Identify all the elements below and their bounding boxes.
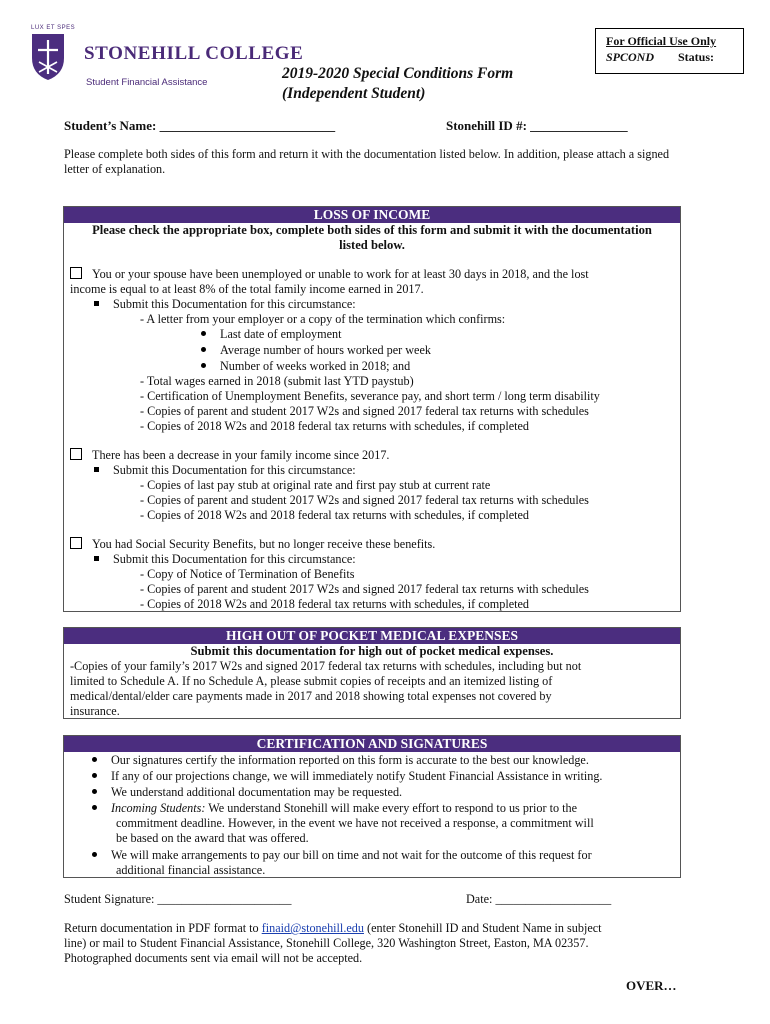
section-instruction: Please check the appropriate box, complete both sides of this form and submit it with the documentation listed below. [92, 223, 652, 252]
list-item: Incoming Students: We understand Stonehill will make every effort to respond to us prior to the [92, 801, 577, 816]
list-item: Submit this Documentation for this circumstance: [94, 552, 356, 567]
official-use-box [595, 28, 744, 74]
checkbox-unemployed[interactable] [70, 267, 82, 279]
intro-text: Please complete both sides of this form and return it with the documentation listed below. In addition, please attach a signed letter of explanation. [64, 147, 670, 176]
list-item: - Copies of last pay stub at original rate and first pay stub at current rate [140, 478, 491, 492]
list-item: Number of weeks worked in 2018; and [201, 359, 410, 374]
list-item: We understand additional documentation may be requested. [92, 785, 402, 800]
list-item: Average number of hours worked per week [201, 343, 431, 358]
list-item[interactable]: You or your spouse have been unemployed or unable to work for at least 30 days in 2018, and the lost [70, 267, 589, 282]
student-signature-field[interactable]: Student Signature: ______________________ [64, 892, 292, 906]
student-name-field[interactable]: Student’s Name: ___________________________ [64, 118, 336, 133]
bullet-icon [92, 805, 97, 810]
form-title-line1: 2019-2020 Special Conditions Form [282, 65, 514, 82]
list-item: Last date of employment [201, 327, 342, 342]
spcond-label: SPCOND [606, 50, 655, 64]
list-item[interactable]: There has been a decrease in your family income since 2017. [70, 448, 389, 463]
list-item: Our signatures certify the information reported on this form is accurate to the best our knowledge. [92, 753, 589, 768]
status-label: Status: [678, 50, 715, 64]
section-heading: LOSS OF INCOME [64, 207, 680, 223]
section-heading: HIGH OUT OF POCKET MEDICAL EXPENSES [64, 628, 680, 644]
list-item: - Copy of Notice of Termination of Benefits [140, 567, 355, 581]
college-shield-icon [30, 28, 66, 82]
list-item: - Copies of parent and student 2017 W2s and signed 2017 federal tax returns with schedules [140, 404, 589, 418]
list-item: - Certification of Unemployment Benefits, severance pay, and short term / long term disability [140, 389, 600, 403]
list-item: limited to Schedule A. If no Schedule A, please submit copies of receipts and an itemized listing of [70, 674, 553, 688]
date-field[interactable]: Date: ___________________ [466, 892, 612, 906]
section-instruction: Submit this documentation for high out of pocket medical expenses. [190, 644, 554, 658]
department-name: Student Financial Assistance [86, 77, 208, 88]
stonehill-id-field[interactable]: Stonehill ID #: _______________ [446, 118, 628, 133]
bullet-icon [201, 363, 206, 368]
finaid-email-link[interactable]: finaid@stonehill.edu [261, 921, 364, 935]
list-item: - Copies of 2018 W2s and 2018 federal tax returns with schedules, if completed [140, 597, 529, 611]
form-title [282, 64, 513, 104]
bullet-icon [92, 789, 97, 794]
list-item: Submit this Documentation for this circumstance: [94, 297, 356, 312]
list-item: - Copies of parent and student 2017 W2s and signed 2017 federal tax returns with schedules [140, 582, 589, 596]
list-item: income is equal to at least 8% of the total family income earned in 2017. [70, 282, 424, 296]
list-item: - A letter from your employer or a copy of the termination which confirms: [140, 312, 506, 326]
over-label: OVER… [626, 978, 677, 993]
bullet-icon [201, 347, 206, 352]
list-item: additional financial assistance. [116, 863, 266, 877]
list-item: - Copies of parent and student 2017 W2s and signed 2017 federal tax returns with schedules [140, 493, 589, 507]
list-item: commitment deadline. However, in the event we have not received a response, a commitment will [116, 816, 594, 830]
bullet-icon [94, 301, 99, 306]
list-item: - Copies of 2018 W2s and 2018 federal tax returns with schedules, if completed [140, 419, 529, 433]
list-item: We will make arrangements to pay our bill on time and not wait for the outcome of this request for [92, 848, 592, 863]
bullet-icon [92, 757, 97, 762]
bullet-icon [92, 773, 97, 778]
section-heading: CERTIFICATION AND SIGNATURES [64, 736, 680, 752]
bullet-icon [94, 467, 99, 472]
return-instructions: Return documentation in PDF format to finaid@stonehill.edu (enter Stonehill ID and Student Name in subject line) or mail to Student Financial Assistance, Stonehill College, 320 Washington Street, Easton, MA 02357. Photographed documents sent via email will not be accepted. [64, 921, 602, 965]
checkbox-decrease[interactable] [70, 448, 82, 460]
bullet-icon [201, 331, 206, 336]
college-motto: LUX ET SPES [31, 25, 76, 31]
list-item: If any of our projections change, we will immediately notify Student Financial Assistance in writing. [92, 769, 602, 784]
list-item: - Total wages earned in 2018 (submit last YTD paystub) [140, 374, 414, 388]
certification-section [63, 735, 681, 878]
list-item[interactable]: You had Social Security Benefits, but no longer receive these benefits. [70, 537, 435, 552]
list-item: be based on the award that was offered. [116, 831, 309, 845]
loss-of-income-section [63, 206, 681, 612]
college-name: STONEHILL COLLEGE [84, 43, 304, 64]
list-item: insurance. [70, 704, 120, 718]
list-item: -Copies of your family’s 2017 W2s and signed 2017 federal tax returns with schedules, including but not [70, 659, 582, 673]
checkbox-social-security[interactable] [70, 537, 82, 549]
form-title-line2: (Independent Student) [282, 85, 426, 102]
official-use-label: For Official Use Only [606, 34, 717, 48]
medical-expenses-section [63, 627, 681, 719]
list-item: - Copies of 2018 W2s and 2018 federal tax returns with schedules, if completed [140, 508, 529, 522]
bullet-icon [94, 556, 99, 561]
list-item: medical/dental/elder care payments made in 2017 and 2018 showing total expenses not covered by [70, 689, 552, 703]
list-item: Submit this Documentation for this circumstance: [94, 463, 356, 478]
bullet-icon [92, 852, 97, 857]
